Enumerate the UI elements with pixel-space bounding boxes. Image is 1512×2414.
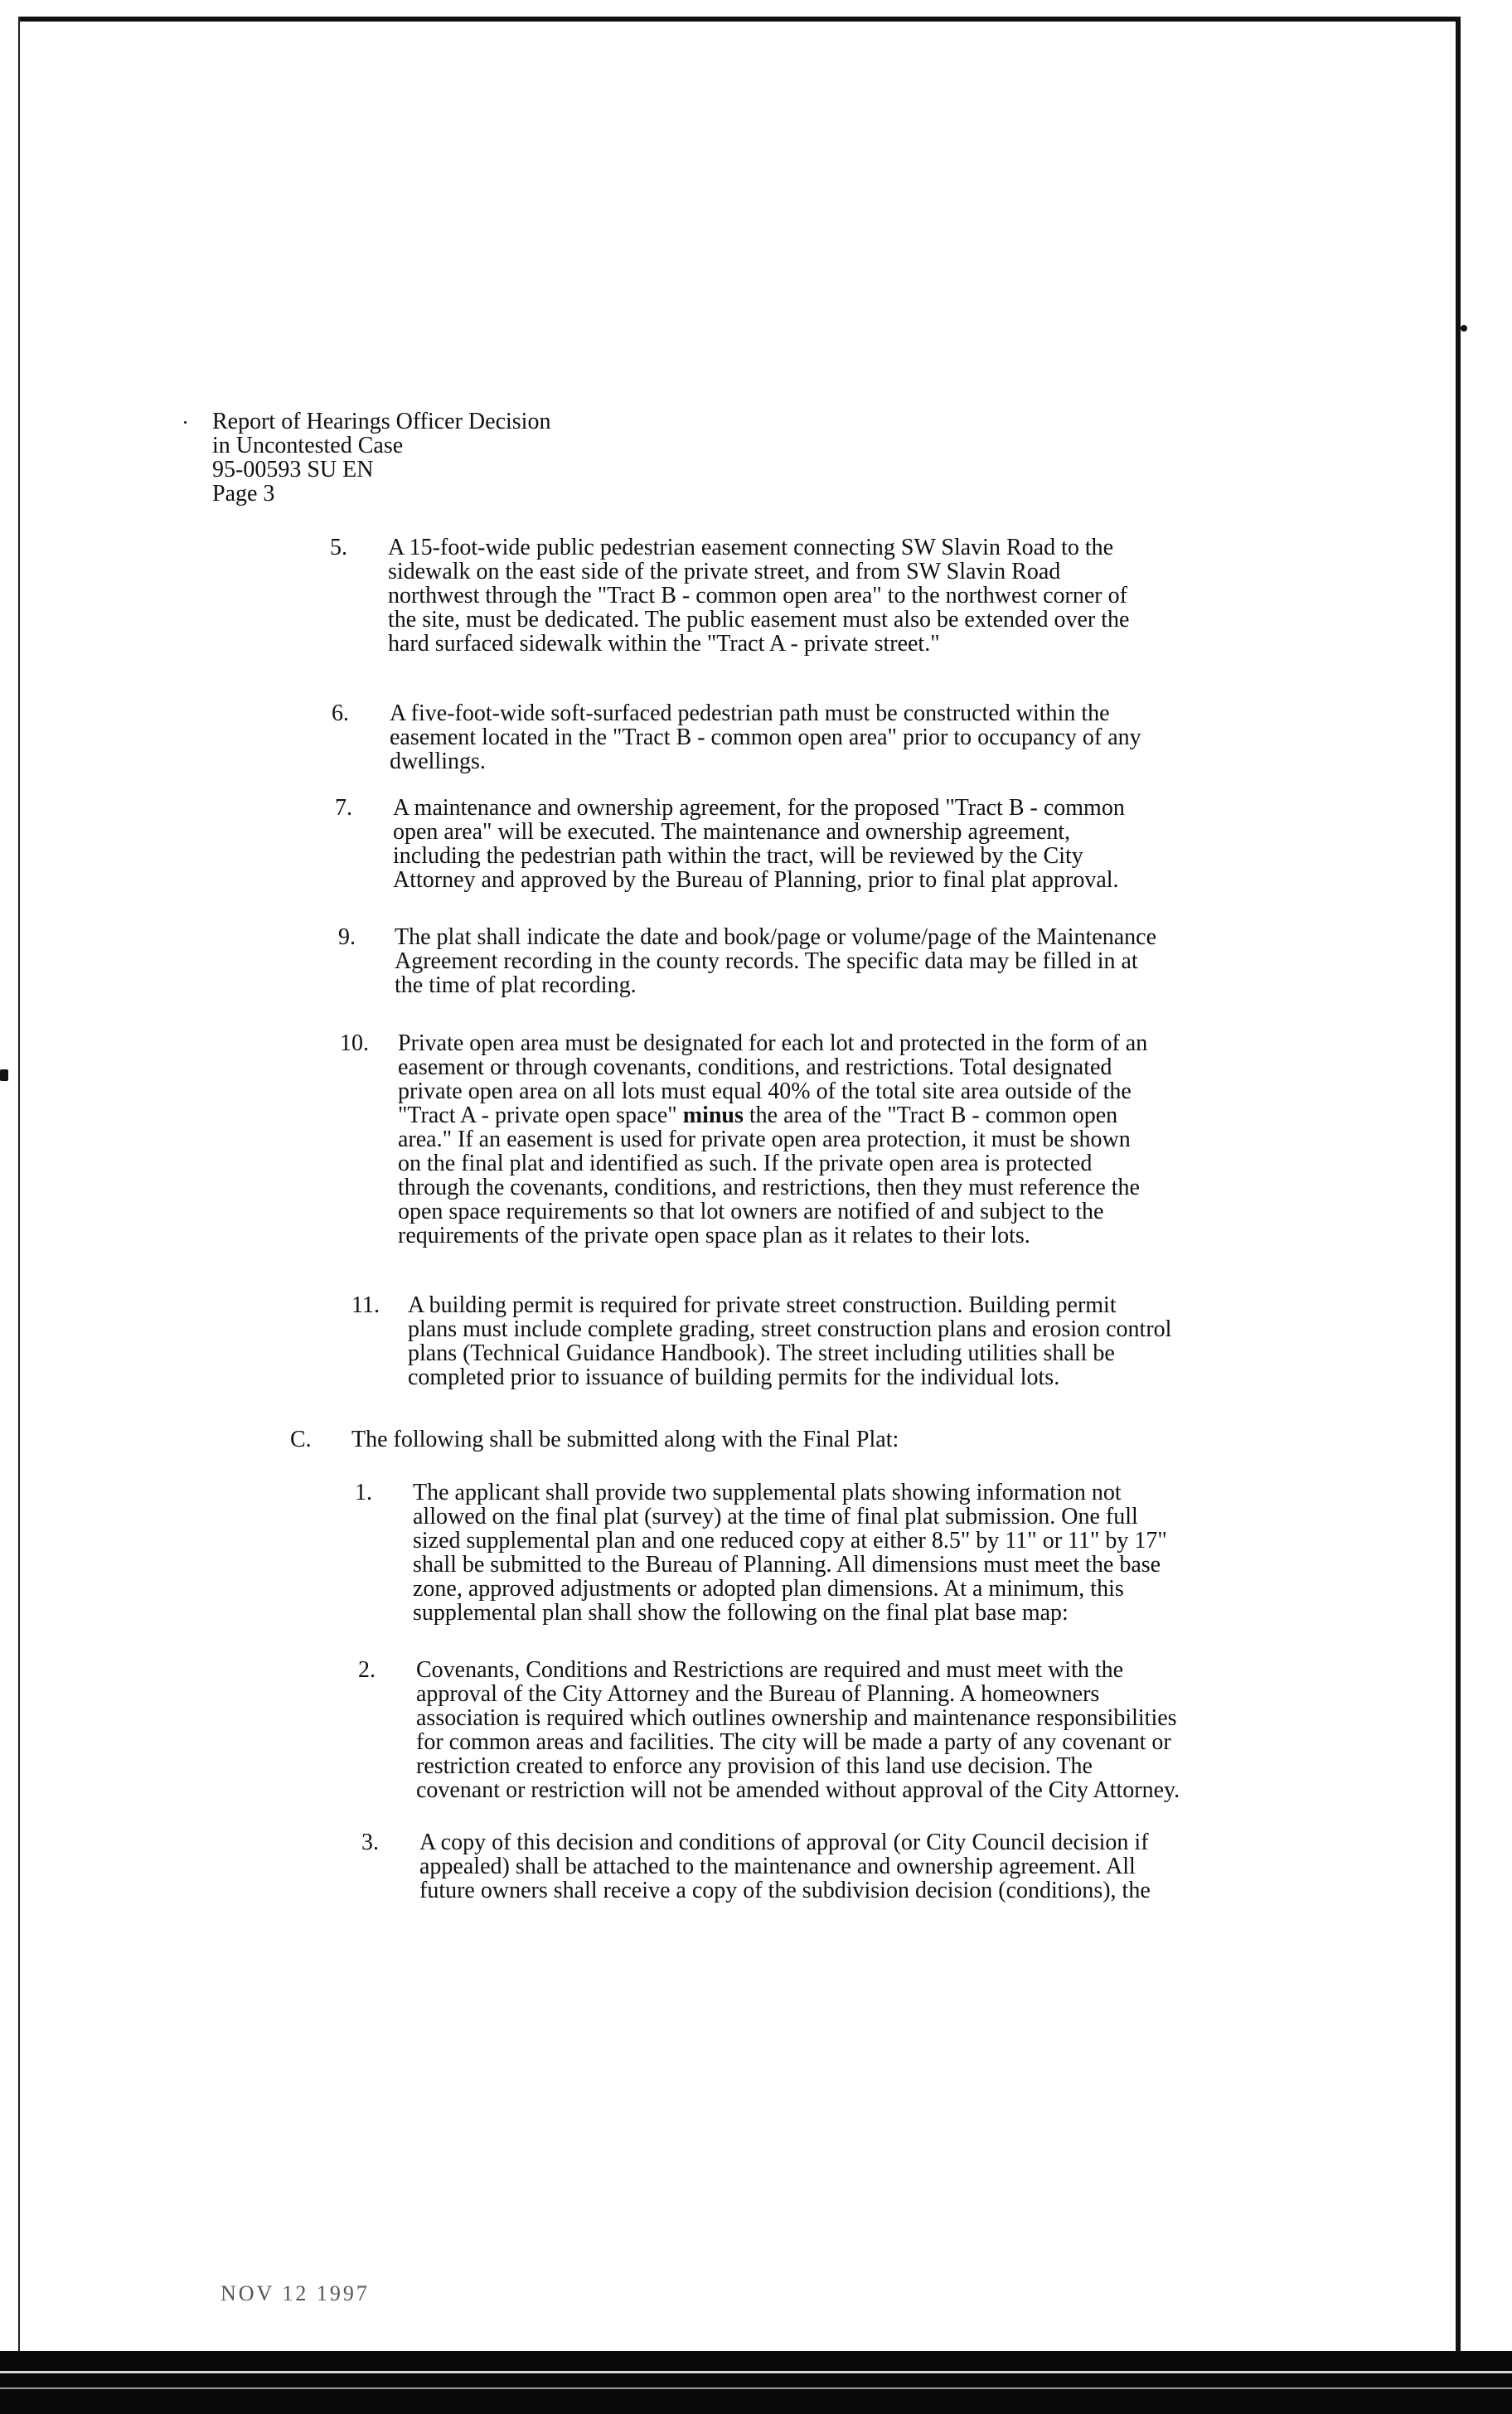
- case-type: in Uncontested Case: [212, 433, 404, 458]
- item-text: A maintenance and ownership agreement, for the proposed "Tract B - common open area" will be executed. The maintenance and ownership agreement, including the pedestrian path within the tract, will be reviewed by the City Attorney and approved by the Bureau of Planning, prior to final plat approval.: [393, 795, 1125, 893]
- item-number: 10.: [340, 1030, 369, 1056]
- item-number: 5.: [330, 535, 347, 560]
- item-text: A 15-foot-wide public pedestrian easement connecting SW Slavin Road to the sidewalk on the east side of the private street, and from SW Slavin Road northwest through the "Tract B - common open area" to the northwest corner of the site, must be dedicated. The public easement must also be extended over the hard surfaced sidewalk within the "Tract A - private street.": [388, 535, 1130, 657]
- item-text: The applicant shall provide two supplemental plats showing information not allowed on the final plat (survey) at the time of final plat submission. One full sized supplemental plan and one reduced copy at either 8.5" by 11" or 11" by 17" shall be submitted to the Bureau of Planning. All dimensions must meet the base zone, approved adjustments or adopted plan dimensions. At a minimum, this supplemental plan shall show the following on the final plat base map:: [413, 1480, 1167, 1626]
- item-text: A building permit is required for private street construction. Building permit plans must include complete grading, street construction plans and erosion control plans (Technical Guidance Handbook). The street including utilities shall be completed prior to issuance of building permits for the individual lots.: [408, 1292, 1172, 1390]
- scan-speck: [184, 421, 187, 424]
- item-text: The plat shall indicate the date and book/page or volume/page of the Maintenance Agreement recording in the county records. The specific data may be filled in at the time of plat recording.: [395, 924, 1156, 998]
- scan-border-top: [18, 17, 1461, 22]
- scan-speck: [0, 1069, 8, 1081]
- section-letter: C.: [290, 1427, 312, 1452]
- emphasis-minus: minus: [682, 1103, 744, 1128]
- scan-border-right: [1456, 17, 1461, 2363]
- item-text: A five-foot-wide soft-surfaced pedestrian path must be constructed within the easement located in the "Tract B - common open area" prior to occupancy of any dwellings.: [390, 700, 1141, 774]
- scan-line: [0, 2371, 1512, 2373]
- item-number: 2.: [358, 1657, 376, 1683]
- item-number: 1.: [355, 1480, 372, 1505]
- item-text: A copy of this decision and conditions of approval (or City Council decision if appealed) shall be attached to the maintenance and ownership agreement. All future owners shall receive a copy of the subdivision decision (conditions), the: [419, 1830, 1151, 1903]
- item-number: 11.: [351, 1292, 380, 1318]
- section-title: The following shall be submitted along with the Final Plat:: [351, 1427, 899, 1452]
- scan-speck: [1461, 325, 1467, 332]
- case-number: 95-00593 SU EN: [212, 457, 374, 482]
- item-text: Private open area must be designated for each lot and protected in the form of an easement or through covenants, conditions, and restrictions. Total designated private open area on all lots must equal 40% of the total site area outside of the "Tract A - private open space" minus the area of the "Tract B - common open area." If an easement is used for private open area protection, it must be shown on the final plat and identified as such. If the private open area is protected through the covenants, conditions, and restrictions, then they must reference the open space requirements so that lot owners are notified of and subject to the requirements of the private open space plan as it relates to their lots.: [398, 1030, 1148, 1248]
- document-header: [212, 410, 550, 506]
- item-number: 9.: [338, 924, 356, 950]
- page-number: Page 3: [212, 481, 275, 507]
- scan-bottom-band: [0, 2351, 1512, 2414]
- scan-border-left: [18, 17, 20, 2363]
- item-number: 7.: [335, 795, 352, 821]
- scan-line: [0, 2387, 1512, 2389]
- item-text: Covenants, Conditions and Restrictions are required and must meet with the approval of the City Attorney and the Bureau of Planning. A homeowners association is required which outlines ownership and maintenance responsibilities for common areas and facilities. The city will be made a party of any covenant or restriction created to enforce any provision of this land use decision. The covenant or restriction will not be amended without approval of the City Attorney.: [416, 1657, 1180, 1803]
- item-number: 6.: [332, 700, 349, 726]
- item-number: 3.: [361, 1830, 379, 1855]
- report-title: Report of Hearings Officer Decision: [212, 409, 551, 434]
- date-stamp: NOV 12 1997: [220, 2281, 370, 2305]
